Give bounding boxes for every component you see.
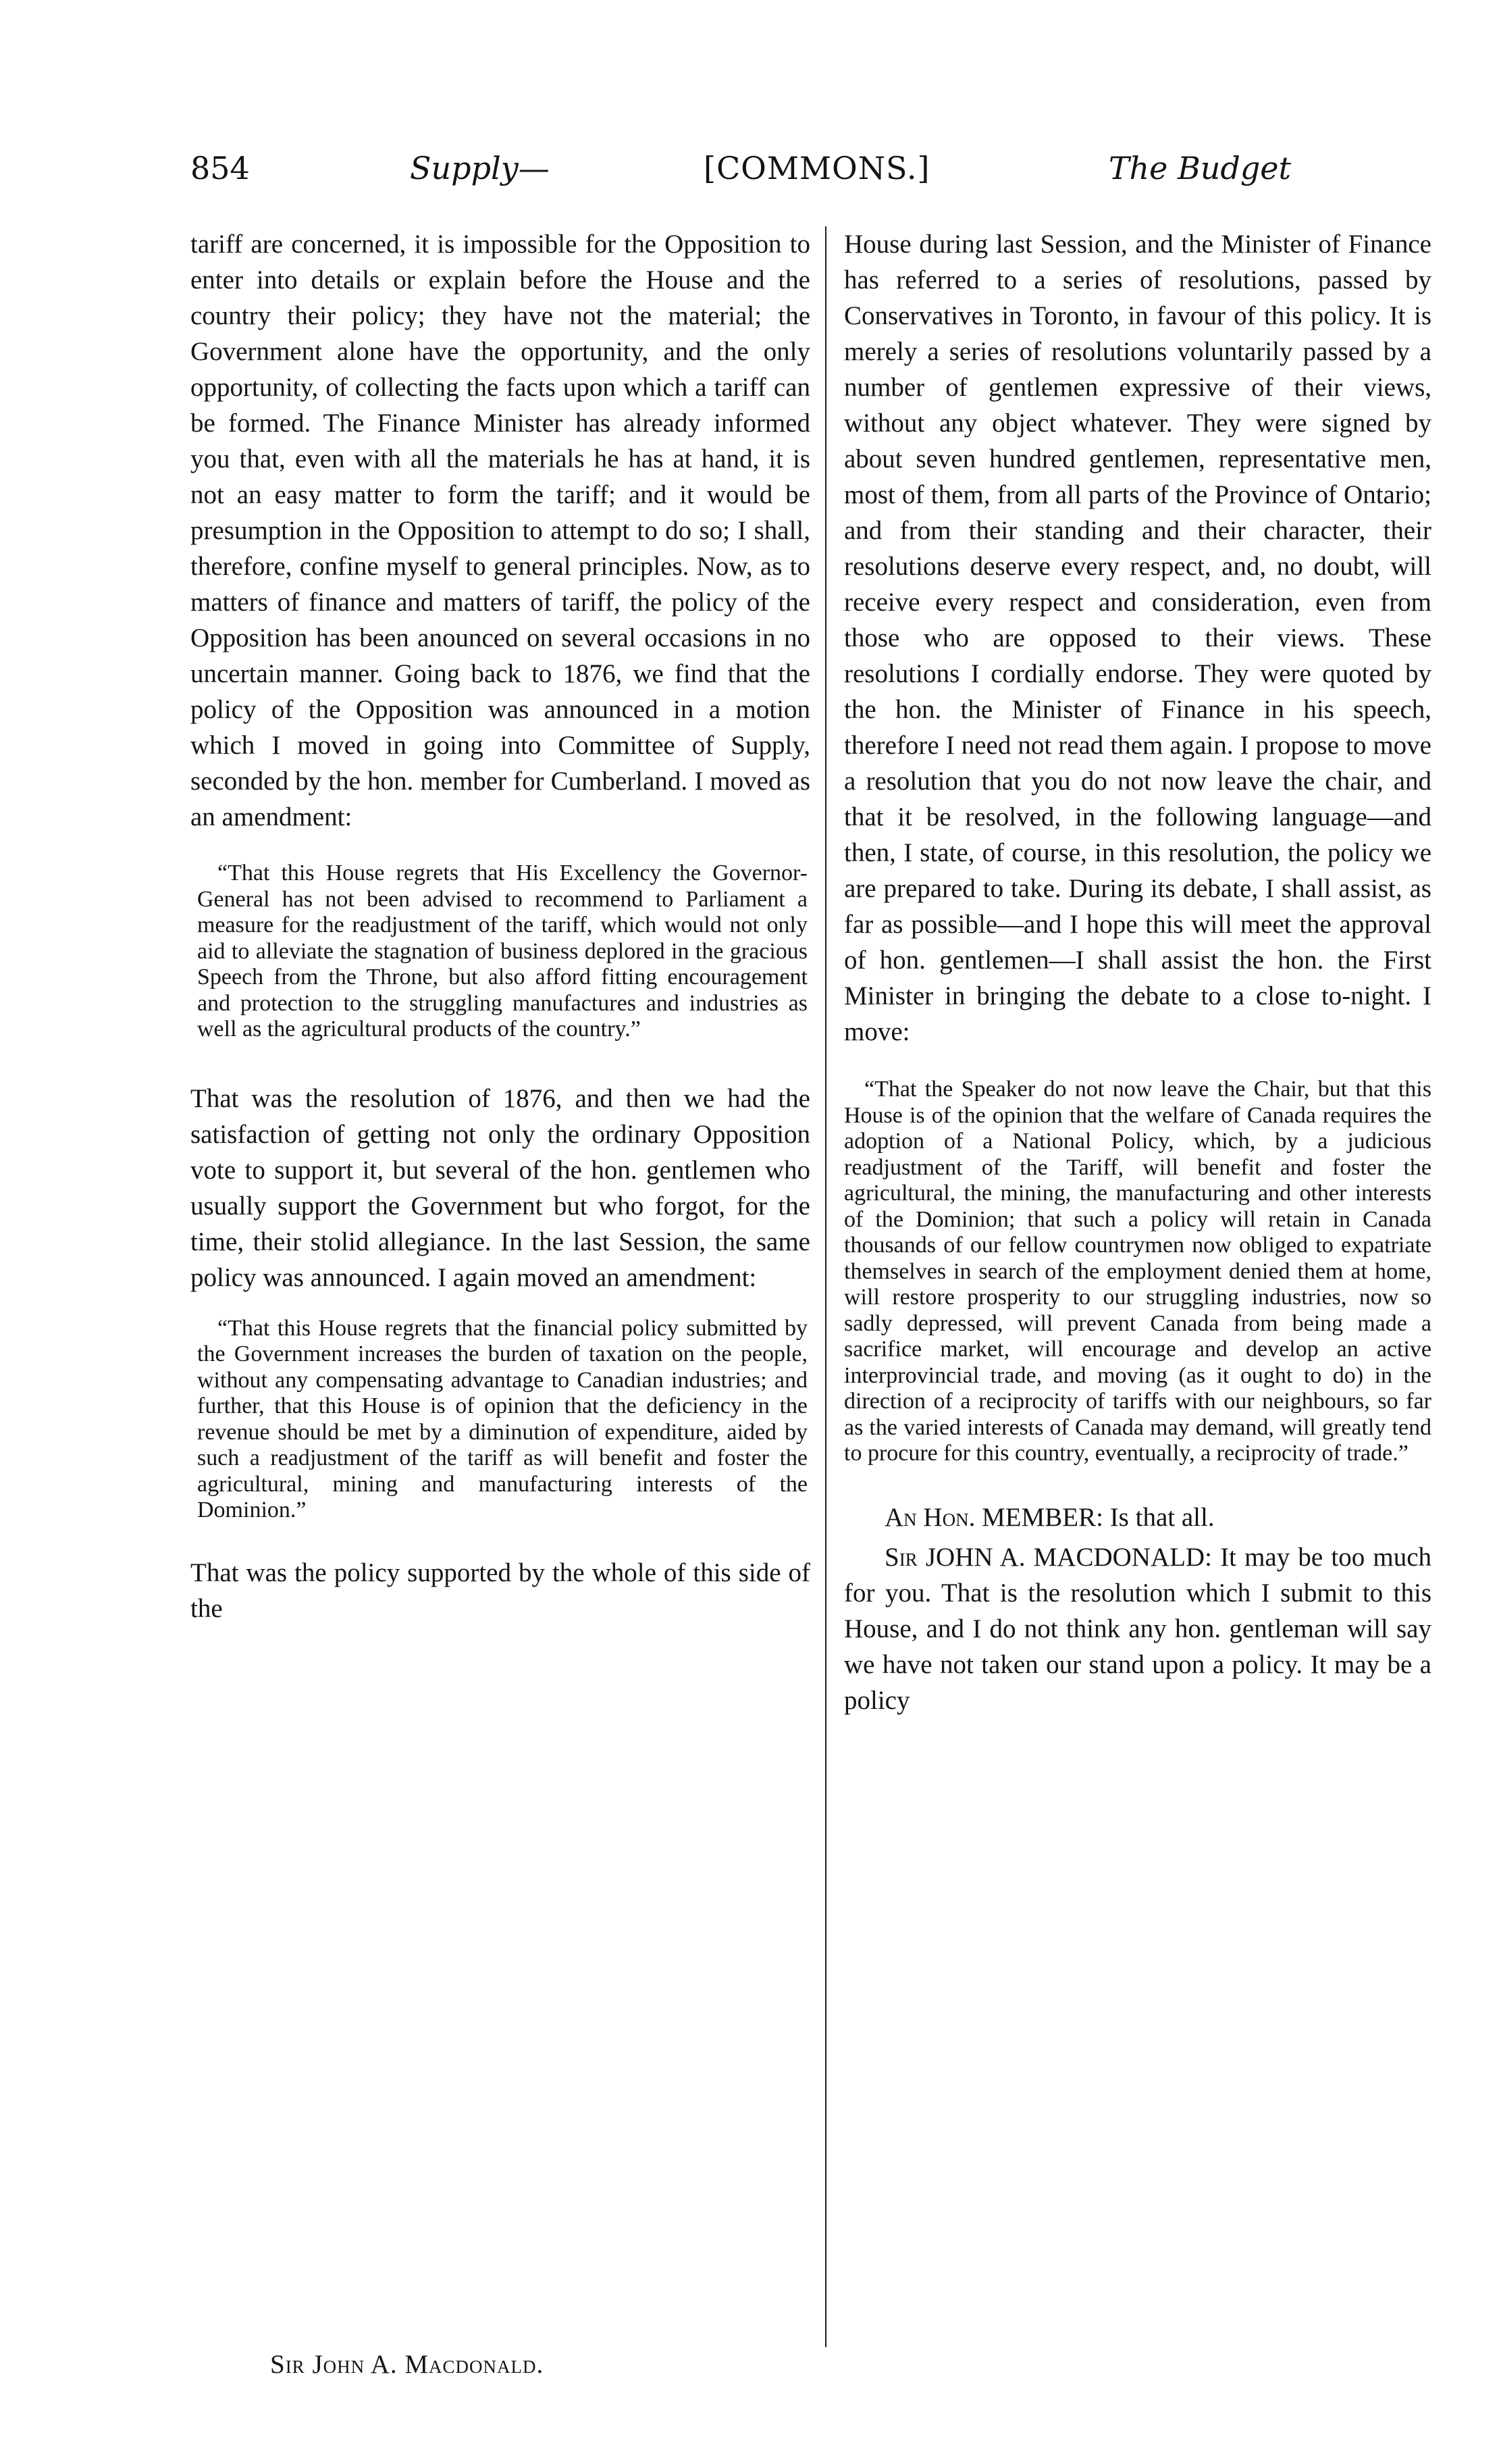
left-paragraph-3: That was the policy supported by the whole of this side of the [190,1558,810,1623]
left-paragraph-2: That was the resolution of 1876, and then we had the satisfaction of getting not only the ordinary Opposition vote to support it, but several of the hon. gentlemen who usually support the Government but who forgot, for the time, their stolid allegiance. In the last Session, the same policy was announced. I again moved an amendment: [190,1083,810,1292]
speech-macdonald [844,1539,1431,1718]
right-quote-national-policy: “That the Speaker do not now leave the Chair, but that this House is of the opinion that the welfare of Canada requires the adoption of a National Policy, which, by a judicious readjustment of the Tariff, will benefit and foster the agricultural, the mining, the manufacturing and other interests of the Dominion; that such a policy will retain in Canada thousands of our fellow countrymen now obliged to expatriate themselves in search of the employment denied them at home, will restore prosperity to our struggling industries, now so sadly depressed, will prevent Canada from being made a sacrifice market, will encourage and develop an active interprovincial trade, and moving (as it ought to do) in the direction of a reciprocity of tariffs with our neighbours, so far as the varied interests of Canada may demand, will greatly tend to procure for this country, eventually, a reciprocity of trade.” [844,1077,1431,1466]
speaker-label-hon-member: An Hon. MEMBER: [885,1502,1103,1532]
left-column [190,226,810,1626]
speech-text-macdonald: It may be too much for you. That is the resolution which I submit to this House, and I do not think any hon. gentleman will say we have not taken our stand upon a policy. It may be a policy [844,1542,1432,1715]
column-divider [825,226,826,2347]
section-title: Supply— [410,150,550,186]
footer-speaker-name: Sir John A. Macdonald. [270,2350,544,2379]
left-quote-session-amendment: “That this House regrets that the financial policy submitted by the Government increases the burden of taxation on the people, without any compensating advantage to Canadian industries; and further, that this House is of opinion that the deficiency in the revenue should be met by a diminution of expenditure, aided by such a readjustment of the tariff as will benefit and foster the agricultural, mining and manufacturing interests of the Dominion.” [197,1315,808,1522]
page-number: 854 [190,150,250,186]
running-header [190,150,1291,204]
right-column [844,226,1431,1718]
chamber-title: [COMMONS.] [704,150,930,186]
speech-hon-member [844,1499,1431,1535]
left-quote-1876-amendment: “That this House regrets that His Excellency the Governor-General has not been advised to recommend to Parliament a measure for the readjustment of the tariff, which would not only aid to alleviate the stagnation of business deplored in the gracious Speech from the Throne, but also afford fitting encouragement and protection to the struggling manufactures and industries as well as the agricultural products of the country.” [197,861,808,1042]
left-paragraph-1: tariff are concerned, it is impossible for the Opposition to enter into details or explain before the House and the country their policy; they have not the material; the Government alone have the opportunity, and the only opportunity, of collecting the facts upon which a tariff can be formed. The Finance Minister has already informed you that, even with all the materials he has at hand, it is not an easy matter to form the tariff; and it would be presumption in the Opposition to attempt to do so; I shall, therefore, confine myself to general principles. Now, as to matters of finance and matters of tariff, the policy of the Opposition has been anounced on several occasions in no uncertain manner. Going back to 1876, we find that the policy of the Opposition was announced in a motion which I moved in going into Committee of Supply, seconded by the hon. member for Cumberland. I moved as an amendment: [190,230,810,831]
topic-title: The Budget [1108,150,1291,186]
speaker-label-macdonald: Sir JOHN A. MACDONALD: [885,1542,1212,1572]
speech-text-hon-member: Is that all. [1109,1502,1215,1532]
right-paragraph-1: House during last Session, and the Minister of Finance has referred to a series of resolutions, passed by Conservatives in Toronto, in favour of this policy. It is merely a series of resolutions voluntarily passed by a number of gentlemen expressive of their views, without any object whatever. They were signed by about seven hundred gentlemen, representative men, most of them, from all parts of the Province of Ontario; and from their standing and their character, their resolutions deserve every respect, and, no doubt, will receive every respect and consideration, even from those who are opposed to their views. These resolutions I cordially endorse. They were quoted by the hon. the Minister of Finance in his speech, therefore I need not read them again. I propose to move a resolution that you do not now leave the chair, and that it be resolved, in the following language—and then, I state, of course, in this resolution, the policy we are prepared to take. During its debate, I shall assist, as far as possible—and I hope this will meet the approval of hon. gentlemen—I shall assist the hon. the First Minister in bringing the debate to a close to-night. I move: [844,230,1431,1046]
